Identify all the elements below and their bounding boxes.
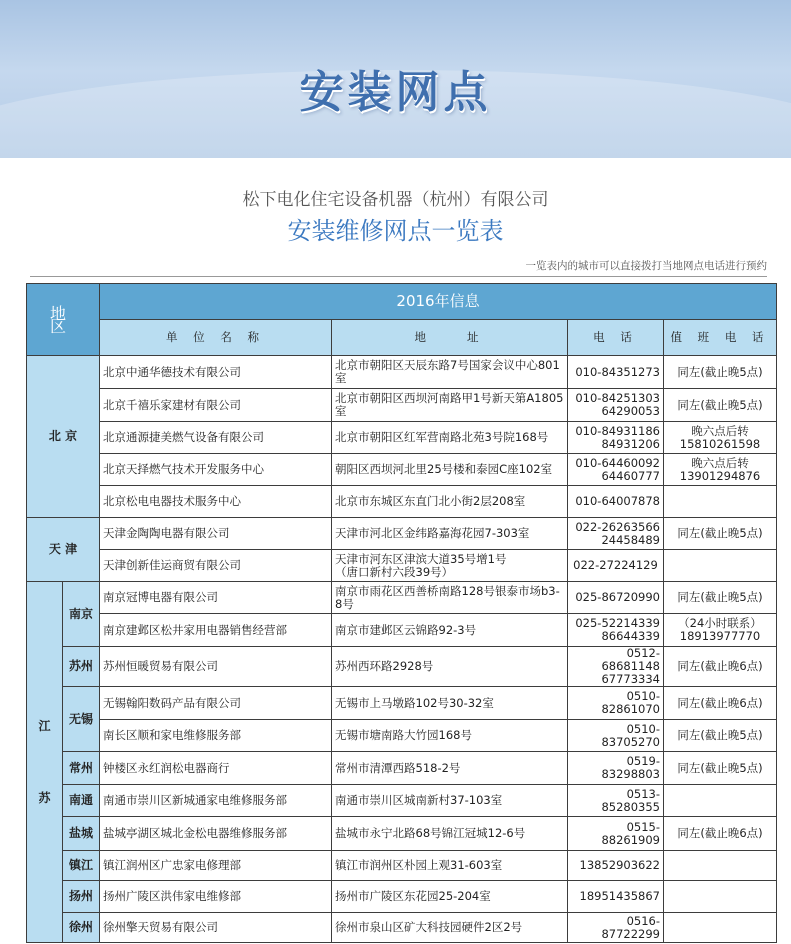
page-subtitle: 安装维修网点一览表	[287, 217, 504, 245]
banner-title: 安装网点	[299, 67, 492, 118]
phone: 0510-83705270	[568, 720, 664, 752]
city-changzhou: 常州	[63, 752, 100, 785]
phone: 010-84351273	[568, 356, 664, 389]
table-header-row	[27, 284, 777, 320]
phone: 025-86720990	[568, 582, 664, 614]
unit-name: 苏州恒暖贸易有限公司	[100, 647, 332, 687]
city-wuxi: 无锡	[63, 687, 100, 752]
unit-name: 南长区顺和家电维修服务部	[100, 720, 332, 752]
table-row	[27, 356, 777, 389]
duty-phone: 同左(截止晚5点)	[664, 389, 777, 422]
phone: 13852903622	[568, 851, 664, 881]
unit-name: 天津金陶陶电器有限公司	[100, 518, 332, 550]
unit-name: 南通市崇川区新城通家电维修服务部	[100, 785, 332, 817]
city-yangzhou: 扬州	[63, 881, 100, 913]
duty-phone: 同左(截止晚6点)	[664, 647, 777, 687]
phone: 010-64460092 64460777	[568, 454, 664, 486]
region-jiangsu-char-1: 江	[38, 719, 51, 733]
city-xuzhou: 徐州	[63, 913, 100, 943]
address: 镇江市润州区朴园上观31-603室	[332, 851, 568, 881]
duty-phone: 同左(截止晚5点)	[664, 356, 777, 389]
phone: 010-84251303 64290053	[568, 389, 664, 422]
column-header-address: 地 址	[332, 320, 568, 356]
unit-name: 盐城亭湖区城北金松电器维修服务部	[100, 817, 332, 851]
table-row	[27, 486, 777, 518]
duty-phone: 同左(截止晚6点)	[664, 687, 777, 720]
table-row	[27, 817, 777, 851]
city-zhenjiang: 镇江	[63, 851, 100, 881]
table-row	[27, 687, 777, 720]
table-row	[27, 851, 777, 881]
address: 无锡市塘南路大竹园168号	[332, 720, 568, 752]
column-header-unit: 单 位 名 称	[100, 320, 332, 356]
region-header: 地 区	[27, 284, 100, 356]
duty-phone: 晚六点后转 15810261598	[664, 422, 777, 454]
unit-name: 无锡翰阳数码产品有限公司	[100, 687, 332, 720]
address: 北京市东城区东直门北小街2层208室	[332, 486, 568, 518]
phone: 0516-87722299	[568, 913, 664, 943]
phone: 010-64007878	[568, 486, 664, 518]
phone: 022-27224129	[568, 550, 664, 582]
unit-name: 北京千禧乐家建材有限公司	[100, 389, 332, 422]
info-year-header: 2016年信息	[100, 284, 777, 320]
region-jiangsu	[27, 582, 63, 943]
unit-name: 南京冠博电器有限公司	[100, 582, 332, 614]
duty-phone	[664, 550, 777, 582]
phone: 0510-82861070	[568, 687, 664, 720]
table-row	[27, 582, 777, 614]
table-row	[27, 913, 777, 943]
address: 南通市崇川区城南新村37-103室	[332, 785, 568, 817]
address: 天津市河北区金纬路嘉海花园7-303室	[332, 518, 568, 550]
column-header-row	[27, 320, 777, 356]
booking-note: 一览表内的城市可以直接拨打当地网点电话进行预约	[525, 260, 767, 272]
address: 南京市雨花区西善桥南路128号银泰市场b3-8号	[332, 582, 568, 614]
unit-name: 镇江润州区广忠家电修理部	[100, 851, 332, 881]
table-row	[27, 752, 777, 785]
table-row	[27, 422, 777, 454]
unit-name: 北京松电电器技术服务中心	[100, 486, 332, 518]
unit-name: 徐州擎天贸易有限公司	[100, 913, 332, 943]
city-suzhou: 苏州	[63, 647, 100, 687]
unit-name: 北京通源捷美燃气设备有限公司	[100, 422, 332, 454]
unit-name: 北京中通华德技术有限公司	[100, 356, 332, 389]
duty-phone: （24小时联系） 18913977770	[664, 614, 777, 647]
address: 苏州西环路2928号	[332, 647, 568, 687]
city-nantong: 南通	[63, 785, 100, 817]
table-row	[27, 389, 777, 422]
phone: 0512-68681148 67773334	[568, 647, 664, 687]
region-jiangsu-char-2: 苏	[38, 791, 51, 805]
address: 徐州市泉山区矿大科技园硬件2区2号	[332, 913, 568, 943]
table-row	[27, 454, 777, 486]
duty-phone	[664, 486, 777, 518]
address: 北京市朝阳区天辰东路7号国家会议中心801室	[332, 356, 568, 389]
address: 盐城市永宁北路68号锦江冠城12-6号	[332, 817, 568, 851]
duty-phone: 同左(截止晚5点)	[664, 720, 777, 752]
column-header-phone: 电 话	[568, 320, 664, 356]
duty-phone	[664, 913, 777, 943]
unit-name: 扬州广陵区洪伟家电维修部	[100, 881, 332, 913]
duty-phone	[664, 851, 777, 881]
phone: 022-26263566 24458489	[568, 518, 664, 550]
unit-name: 南京建邺区松井家用电器销售经营部	[100, 614, 332, 647]
duty-phone	[664, 785, 777, 817]
duty-phone	[664, 881, 777, 913]
table-row	[27, 720, 777, 752]
region-beijing: 北 京	[27, 356, 100, 518]
phone: 0513-85280355	[568, 785, 664, 817]
city-nanjing: 南京	[63, 582, 100, 647]
column-header-duty: 值 班 电 话	[664, 320, 777, 356]
phone: 025-52214339 86644339	[568, 614, 664, 647]
address: 无锡市上马墩路102号30-32室	[332, 687, 568, 720]
unit-name: 天津创新佳运商贸有限公司	[100, 550, 332, 582]
table-row	[27, 550, 777, 582]
header-banner	[0, 0, 791, 158]
address: 朝阳区西坝河北里25号楼和泰园C座102室	[332, 454, 568, 486]
unit-name: 北京天择燃气技术开发服务中心	[100, 454, 332, 486]
address: 北京市朝阳区西坝河南路甲1号新天第A1805室	[332, 389, 568, 422]
phone: 010-84931186 84931206	[568, 422, 664, 454]
divider	[30, 276, 767, 277]
duty-phone: 同左(截止晚5点)	[664, 582, 777, 614]
address: 南京市建邺区云锦路92-3号	[332, 614, 568, 647]
region-tianjin: 天 津	[27, 518, 100, 582]
table-row	[27, 881, 777, 913]
phone: 0515-88261909	[568, 817, 664, 851]
company-name: 松下电化住宅设备机器（杭州）有限公司	[242, 190, 549, 210]
phone: 0519-83298803	[568, 752, 664, 785]
table-row	[27, 518, 777, 550]
address: 常州市清潭西路518-2号	[332, 752, 568, 785]
address: 天津市河东区津滨大道35号增1号 （唐口新村六段39号）	[332, 550, 568, 582]
phone: 18951435867	[568, 881, 664, 913]
table-row	[27, 647, 777, 687]
table-row	[27, 785, 777, 817]
duty-phone: 同左(截止晚5点)	[664, 518, 777, 550]
unit-name: 钟楼区永红润松电器商行	[100, 752, 332, 785]
address: 北京市朝阳区红军营南路北苑3号院168号	[332, 422, 568, 454]
service-network-table	[26, 283, 777, 943]
duty-phone: 同左(截止晚6点)	[664, 817, 777, 851]
city-yancheng: 盐城	[63, 817, 100, 851]
duty-phone: 晚六点后转 13901294876	[664, 454, 777, 486]
address: 扬州市广陵区东花园25-204室	[332, 881, 568, 913]
duty-phone: 同左(截止晚5点)	[664, 752, 777, 785]
table-row	[27, 614, 777, 647]
